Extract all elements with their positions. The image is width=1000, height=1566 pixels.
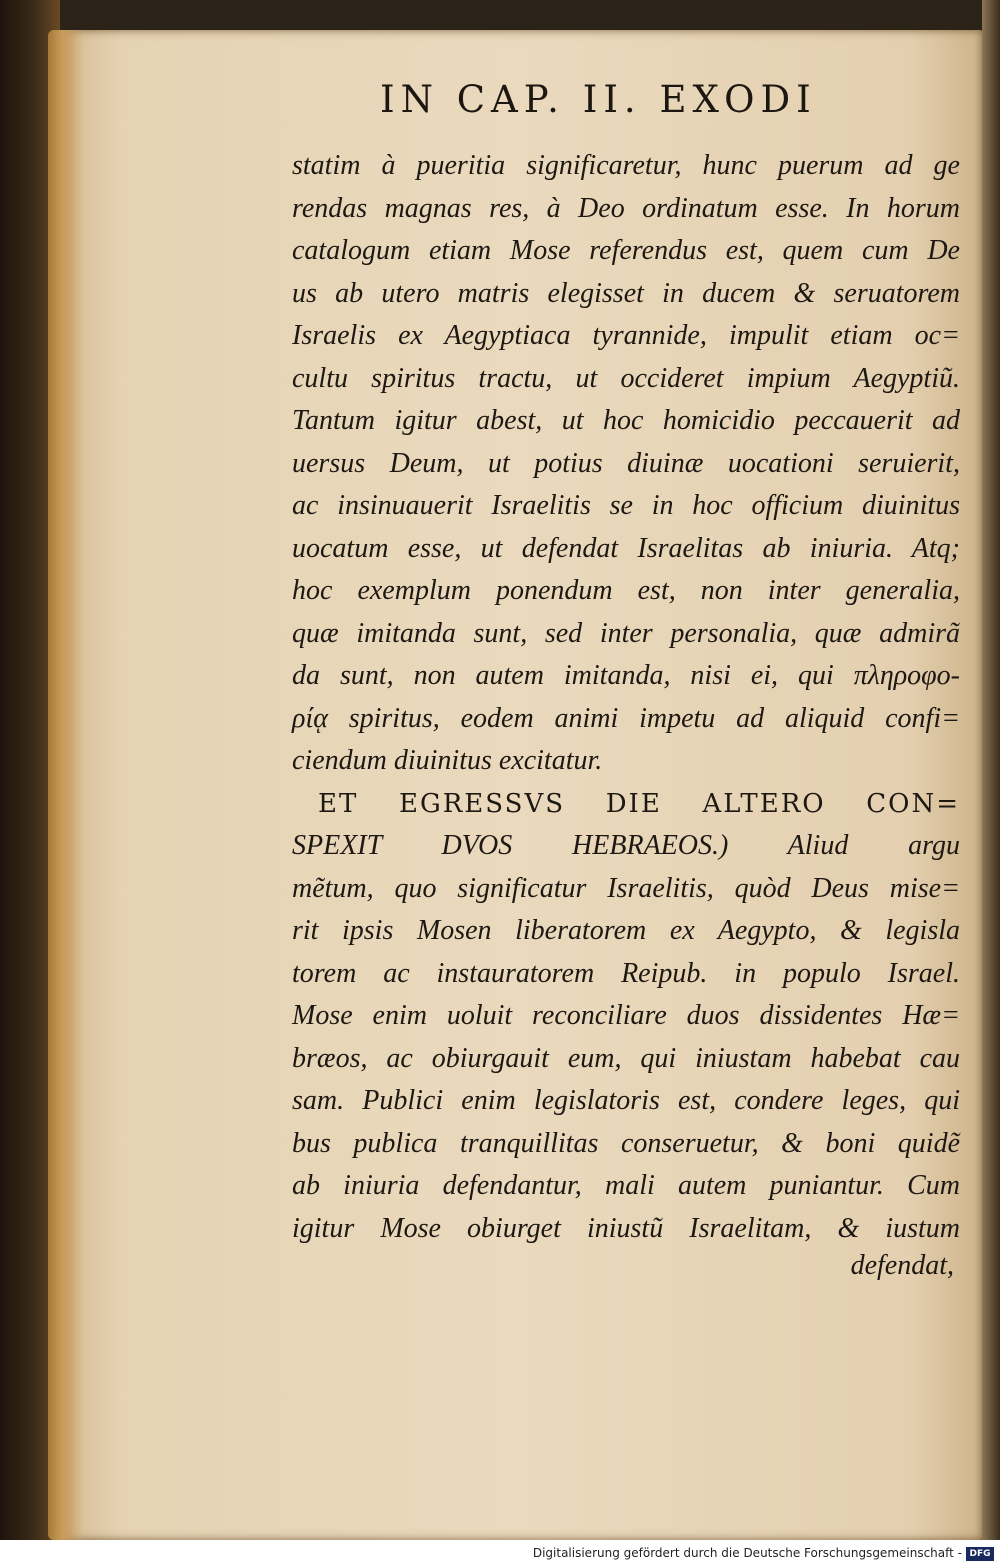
text-line: us ab utero matris elegisset in ducem & seruatorem: [292, 277, 960, 309]
text-line: cultu spiritus tractu, ut occideret impium Aegyptiũ.: [292, 362, 960, 394]
text-line: igitur Mose obiurget iniustũ Israelitam, & iustum: [292, 1212, 960, 1244]
running-head: IN CAP. II. EXODI: [380, 78, 817, 121]
text-line: ρίᾳ spiritus, eodem animi impetu ad aliquid confi=: [292, 702, 960, 734]
text-line: bræos, ac obiurgauit eum, qui iniustam habebat cau: [292, 1042, 960, 1074]
text-line: da sunt, non autem imitanda, nisi ei, qui πληροφο-: [292, 660, 960, 691]
text-line: catalogum etiam Mose referendus est, quem cum De: [292, 235, 960, 266]
catchword: defendat,: [850, 1250, 954, 1281]
text-line: SPEXIT DVOS HEBRAEOS.) Aliud argu: [292, 830, 960, 861]
page-edge: [982, 0, 1000, 1566]
text-line: Mose enim uoluit reconciliare duos dissidentes Hæ=: [292, 1000, 960, 1031]
footer-credit: Digitalisierung gefördert durch die Deutsche Forschungsgemeinschaft -: [532, 1546, 962, 1560]
text-line: bus publica tranquillitas conseruetur, & boni quidẽ: [292, 1127, 960, 1159]
text-line: Tantum igitur abest, ut hoc homicidio peccauerit ad: [292, 405, 960, 436]
text-line: sam. Publici enim legislatoris est, condere leges, qui: [292, 1085, 960, 1116]
text-line: torem ac instauratorem Reipub. in populo Israel.: [292, 957, 960, 989]
text-line: uocatum esse, ut defendat Israelitas ab iniuria. Atq;: [292, 532, 960, 564]
text-line: uersus Deum, ut potius diuinæ uocationi seruierit,: [292, 447, 960, 479]
page-gutter: [48, 30, 84, 1540]
text-line: hoc exemplum ponendum est, non inter generalia,: [292, 575, 960, 606]
section-heading-line: ET EGRESSVS DIE ALTERO CON=: [318, 788, 960, 819]
text-line: rit ipsis Mosen liberatorem ex Aegypto, & legisla: [292, 915, 960, 946]
body-text: [292, 145, 960, 1250]
dfg-logo[interactable]: DFG: [966, 1547, 994, 1561]
text-line: ab iniuria defendantur, mali autem puniantur. Cum: [292, 1170, 960, 1201]
text-line: ac insinuauerit Israelitis se in hoc officium diuinitus: [292, 490, 960, 521]
text-line: ciendum diuinitus excitatur.: [292, 745, 603, 776]
footer-bar: [0, 1540, 1000, 1566]
text-line: quæ imitanda sunt, sed inter personalia, quæ admirã: [292, 617, 960, 649]
text-line: Israelis ex Aegyptiaca tyrannide, impulit etiam oc=: [292, 320, 960, 351]
text-line: rendas magnas res, à Deo ordinatum esse. In horum: [292, 192, 960, 224]
text-line: statim à pueritia significaretur, hunc puerum ad ge: [292, 150, 960, 181]
text-line: mẽtum, quo significatur Israelitis, quòd Deus mise=: [292, 872, 960, 904]
